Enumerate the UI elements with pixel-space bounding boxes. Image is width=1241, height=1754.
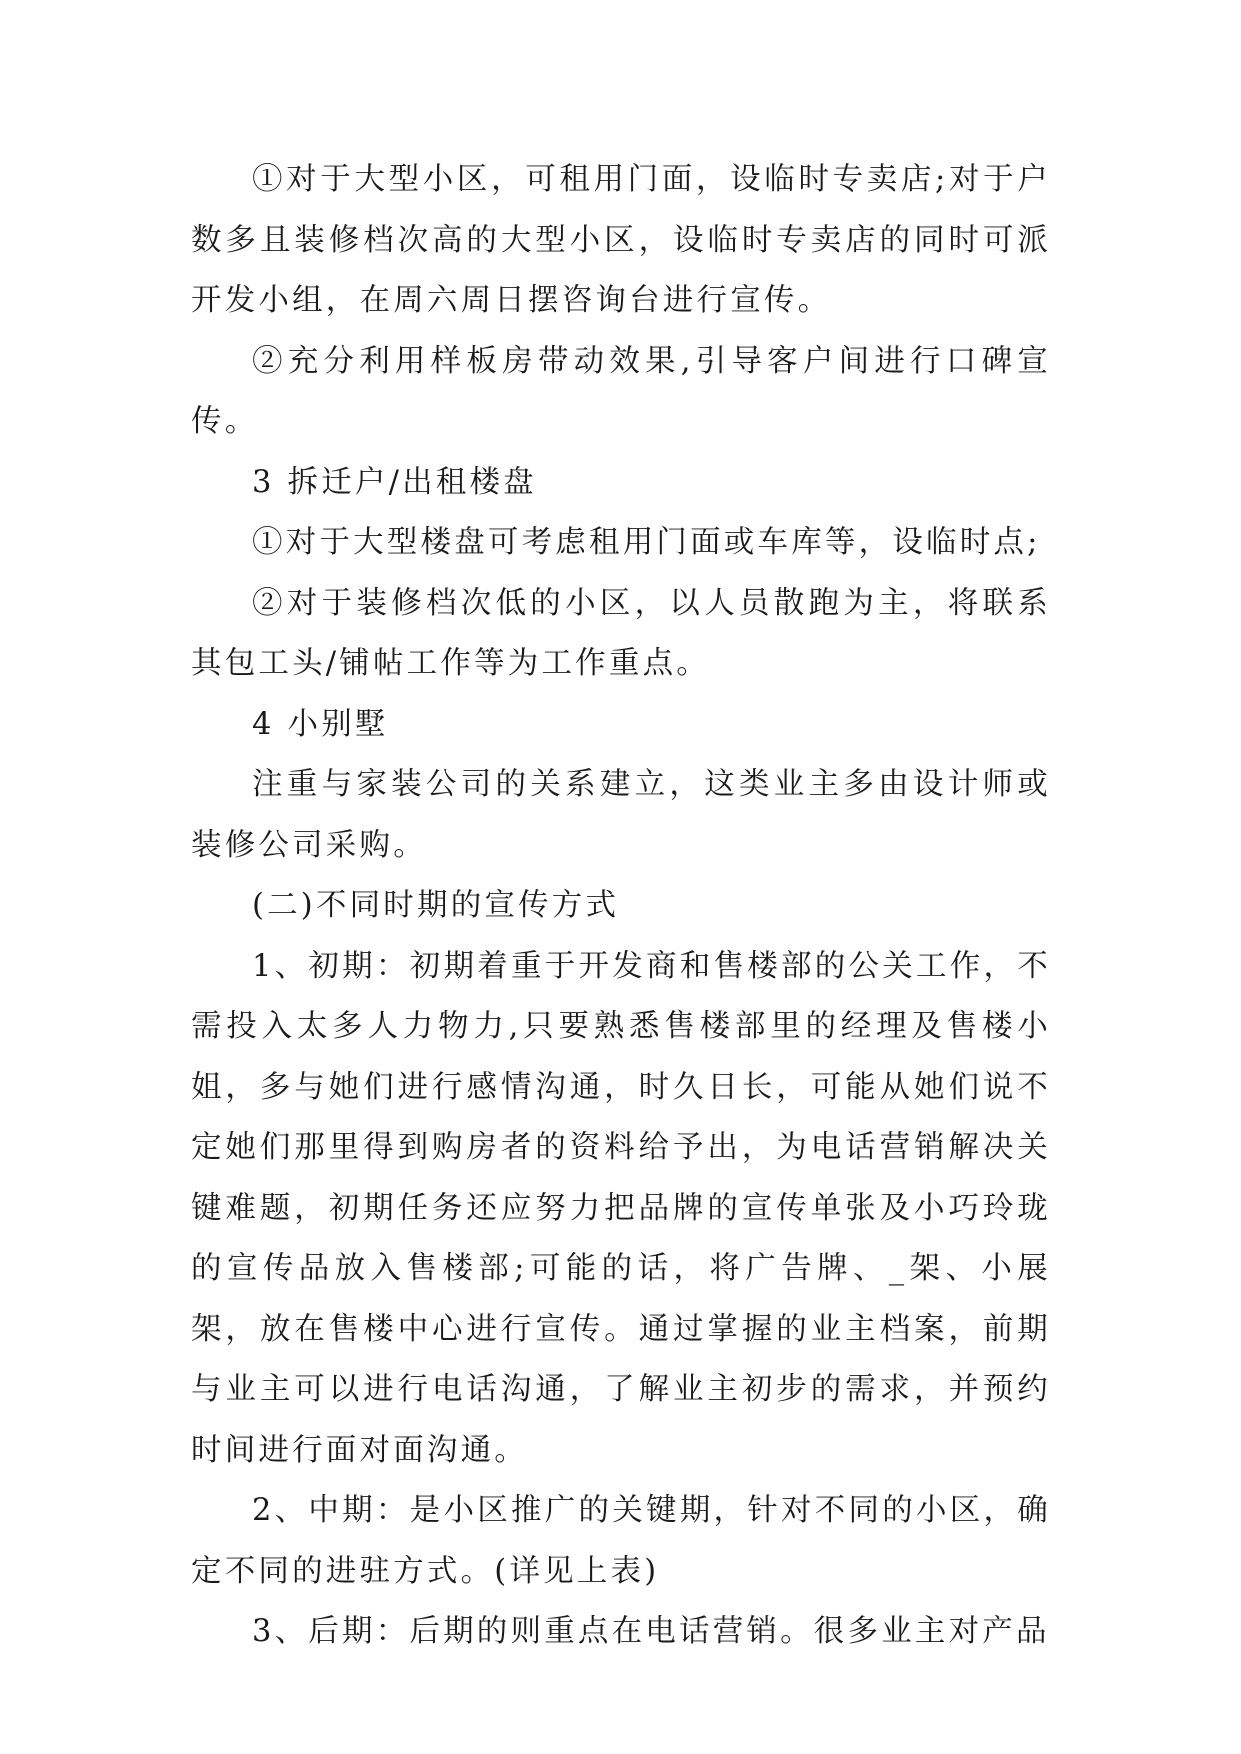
paragraph-middle-stage: 2、中期：是小区推广的关键期，针对不同的小区，确定不同的进驻方式。(详见上表)	[191, 1493, 1051, 1589]
document-body	[191, 150, 1051, 1663]
paragraph-decoration-company: 注重与家装公司的关系建立，这类业主多由设计师或装修公司采购。	[191, 767, 1051, 863]
paragraph-late-stage: 3、后期：后期的则重点在电话营销。很多业主对产品	[252, 1614, 1050, 1649]
paragraph-sample-house: ②充分利用样板房带动效果,引导客户间进行口碑宣传。	[191, 343, 1051, 439]
heading-promotion-periods: (二)不同时期的宣传方式	[252, 888, 620, 923]
heading-small-villa: 4 小别墅	[252, 706, 389, 742]
paragraph-early-stage: 1、初期：初期着重于开发商和售楼部的公关工作，不需投入太多人力物力,只要熟悉售楼部里的经理及售楼小姐，多与她们进行感情沟通，时久日长，可能从她们说不定她们那里得到购房者的资料给予出，为电话营销解决关键难题，初期任务还应努力把品牌的宣传单张及小巧玲珑的宣传品放入售楼部;可能的话，将广告牌、_架、小展架，放在售楼中心进行宣传。通过掌握的业主档案，前期与业主可以进行电话沟通，了解业主初步的需求，并预约时间进行面对面沟通。	[191, 948, 1051, 1468]
paragraph-low-decoration: ②对于装修档次低的小区，以人员散跑为主，将联系其包工头/铺帖工作等为工作重点。	[191, 585, 1051, 681]
heading-relocation-rental: 3 拆迁户/出租楼盘	[252, 464, 537, 500]
paragraph-large-community: ①对于大型小区，可租用门面，设临时专卖店;对于户数多且装修档次高的大型小区，设临时专卖店的同时可派开发小组，在周六周日摆咨询台进行宣传。	[191, 162, 1051, 318]
paragraph-large-estate: ①对于大型楼盘可考虑租用门面或车库等，设临时点;	[252, 525, 1041, 560]
